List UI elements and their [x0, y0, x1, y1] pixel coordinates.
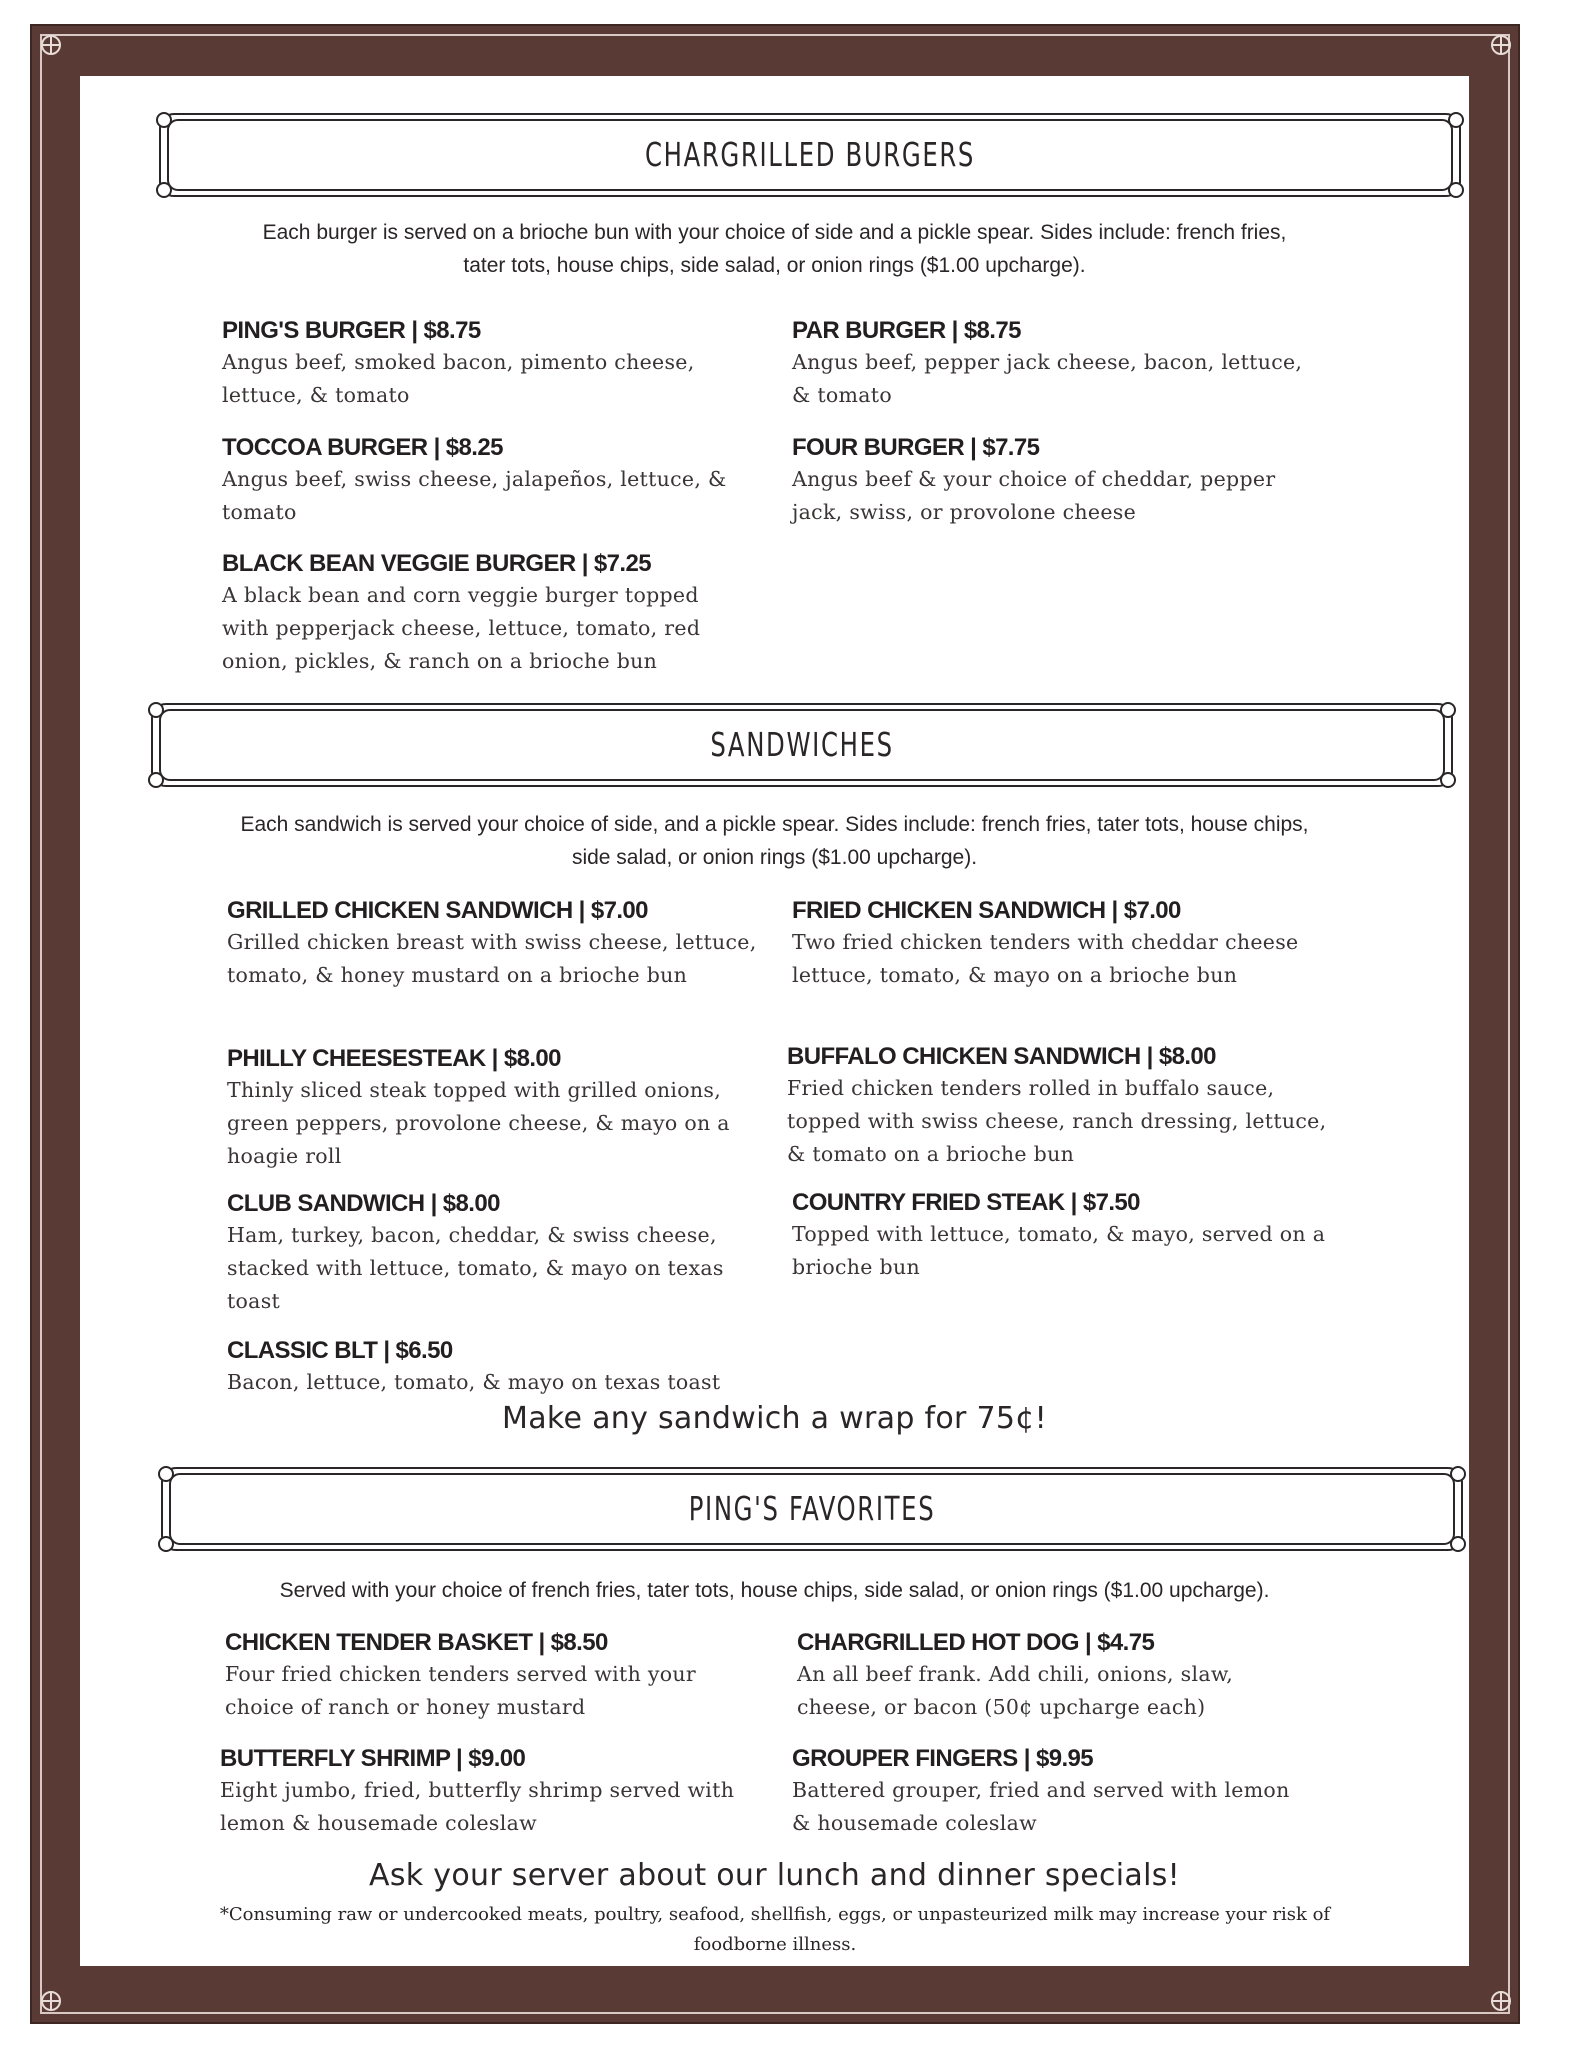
item-name-price: PING'S BURGER | $8.75 — [222, 317, 481, 344]
corner-ornament-icon — [38, 1988, 64, 2014]
menu-item — [792, 433, 1332, 529]
section-banner-favorites — [148, 1460, 1476, 1558]
item-name-price: PAR BURGER | $8.75 — [792, 317, 1021, 344]
item-name-price: PHILLY CHEESESTEAK | $8.00 — [227, 1045, 561, 1072]
item-name-price: CLUB SANDWICH | $8.00 — [227, 1190, 500, 1217]
section-intro — [120, 1574, 1429, 1607]
menu-item — [797, 1628, 1337, 1724]
menu-item — [792, 1188, 1332, 1284]
item-description: Angus beef, swiss cheese, jalapeños, lettuce, & tomato — [222, 467, 727, 524]
intro-line: tater tots, house chips, side salad, or onion rings ($1.00 upcharge). — [463, 254, 1086, 277]
corner-ornament-icon — [38, 32, 64, 58]
menu-item — [227, 1336, 827, 1399]
intro-line: side salad, or onion rings ($1.00 upcharge). — [571, 846, 978, 869]
item-name-price: FOUR BURGER | $7.75 — [792, 434, 1040, 461]
item-name-price: TOCCOA BURGER | $8.25 — [222, 434, 503, 461]
menu-item — [227, 1189, 767, 1318]
item-name-price: COUNTRY FRIED STEAK | $7.50 — [792, 1189, 1140, 1216]
item-description: A black bean and corn veggie burger topped with pepperjack cheese, lettuce, tomato, red onion, pickles, & ranch on a brioche bun — [222, 583, 701, 673]
item-description: Topped with lettuce, tomato, & mayo, served on a brioche bun — [792, 1222, 1326, 1279]
specials-note: Ask your server about our lunch and dinner specials! — [369, 1858, 1180, 1893]
item-name-price: CLASSIC BLT | $6.50 — [227, 1337, 453, 1364]
item-name-price: GRILLED CHICKEN SANDWICH | $7.00 — [227, 897, 648, 924]
menu-item — [222, 316, 762, 412]
menu-page — [80, 76, 1469, 1966]
item-description: Two fried chicken tenders with cheddar cheese lettuce, tomato, & mayo on a brioche bun — [792, 930, 1299, 987]
menu-item — [227, 1044, 767, 1173]
intro-line: Each burger is served on a brioche bun with your choice of side and a pickle spear. Sides include: french fries, — [262, 221, 1287, 244]
section-title: SANDWICHES — [710, 725, 894, 764]
menu-item — [792, 1744, 1332, 1840]
menu-item — [227, 896, 767, 992]
menu-item — [222, 433, 762, 529]
section-banner-burgers — [146, 106, 1474, 204]
section-intro — [120, 216, 1429, 282]
disclaimer-line: *Consuming raw or undercooked meats, poultry, seafood, shellfish, eggs, or unpasteurized milk may increase your risk of — [219, 1904, 1331, 1925]
item-description: Thinly sliced steak topped with grilled onions, green peppers, provolone cheese, & mayo on a hoagie roll — [227, 1078, 730, 1168]
item-name-price: GROUPER FINGERS | $9.95 — [792, 1745, 1094, 1772]
section-intro — [100, 808, 1449, 874]
menu-item — [787, 1042, 1327, 1171]
section-title: PING'S FAVORITES — [688, 1489, 936, 1528]
item-description: Battered grouper, fried and served with lemon & housemade coleslaw — [792, 1778, 1290, 1835]
item-description: Eight jumbo, fried, butterfly shrimp served with lemon & housemade coleslaw — [220, 1778, 735, 1835]
menu-item — [222, 549, 762, 678]
food-safety-disclaimer — [200, 1900, 1350, 1960]
item-description: Angus beef & your choice of cheddar, pepper jack, swiss, or provolone cheese — [792, 467, 1276, 524]
item-description: Ham, turkey, bacon, cheddar, & swiss cheese, stacked with lettuce, tomato, & mayo on texas toast — [227, 1223, 724, 1313]
item-description: Angus beef, pepper jack cheese, bacon, lettuce, & tomato — [792, 350, 1303, 407]
item-name-price: CHARGRILLED HOT DOG | $4.75 — [797, 1629, 1155, 1656]
corner-ornament-icon — [1488, 1988, 1514, 2014]
item-name-price: CHICKEN TENDER BASKET | $8.50 — [225, 1629, 608, 1656]
item-description: An all beef frank. Add chili, onions, slaw, cheese, or bacon (50¢ upcharge each) — [797, 1662, 1234, 1719]
item-description: Grilled chicken breast with swiss cheese, lettuce, tomato, & honey mustard on a brioche bun — [227, 930, 757, 987]
section-title: CHARGRILLED BURGERS — [644, 135, 976, 174]
item-description: Four fried chicken tenders served with your choice of ranch or honey mustard — [225, 1662, 697, 1719]
item-description: Angus beef, smoked bacon, pimento cheese, lettuce, & tomato — [222, 350, 695, 407]
item-name-price: FRIED CHICKEN SANDWICH | $7.00 — [792, 897, 1181, 924]
disclaimer-line: foodborne illness. — [693, 1934, 857, 1955]
corner-ornament-icon — [1488, 32, 1514, 58]
item-description: Fried chicken tenders rolled in buffalo sauce, topped with swiss cheese, ranch dressing, lettuce, & tomato on a brioche bun — [787, 1076, 1327, 1166]
intro-line: Served with your choice of french fries, tater tots, house chips, side salad, or onion rings ($1.00 upcharge). — [279, 1579, 1270, 1602]
intro-line: Each sandwich is served your choice of side, and a pickle spear. Sides include: french fries, tater tots, house chips, — [240, 813, 1309, 836]
item-name-price: BUTTERFLY SHRIMP | $9.00 — [220, 1745, 526, 1772]
item-description: Bacon, lettuce, tomato, & mayo on texas toast — [227, 1370, 721, 1394]
section-banner-sandwiches — [138, 696, 1466, 794]
menu-item — [792, 316, 1332, 412]
item-name-price: BUFFALO CHICKEN SANDWICH | $8.00 — [787, 1043, 1216, 1070]
item-name-price: BLACK BEAN VEGGIE BURGER | $7.25 — [222, 550, 651, 577]
menu-item — [220, 1744, 760, 1840]
wrap-note: Make any sandwich a wrap for 75¢! — [502, 1401, 1047, 1436]
menu-item — [225, 1628, 765, 1724]
menu-item — [792, 896, 1332, 992]
